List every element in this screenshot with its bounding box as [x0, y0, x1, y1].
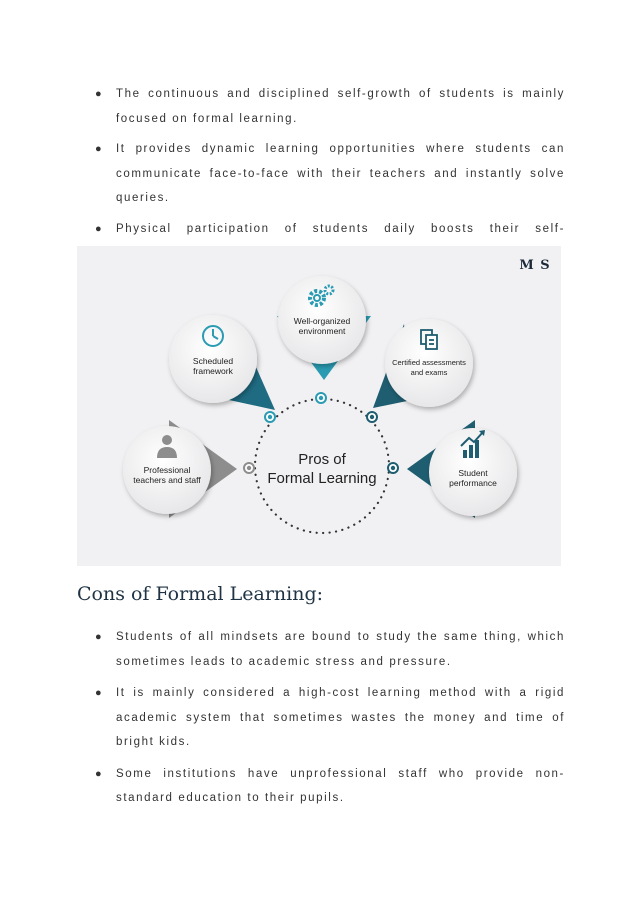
list-item [95, 681, 565, 755]
bullet-dot: ● [95, 687, 102, 699]
professional-label-line1: Professional [143, 465, 191, 475]
infographic-graphics [77, 246, 561, 566]
brand-logo [517, 258, 553, 273]
bullet-dot: ● [95, 222, 102, 235]
cons-heading: Cons of Formal Learning: [77, 583, 324, 605]
environment-label-line2: environment [298, 326, 346, 336]
bullet-text: Physical participation of students daily boosts their self- [116, 222, 565, 235]
list-item [95, 137, 565, 211]
certified-label-line2: and exams [410, 368, 448, 377]
professional-label-line2: teachers and staff [133, 475, 201, 485]
center-title [260, 450, 384, 488]
bullet-text: It provides dynamic learning opportunities where students can communicate face-to-face with their teachers and instantly solve queries. [116, 143, 565, 204]
center-title-line2: Formal Learning [267, 470, 377, 487]
scheduled-label-line2: framework [193, 366, 233, 376]
bullet-text: Some institutions have unprofessional staff who provide non-standard education to their pupils. [116, 767, 565, 804]
scheduled-label [165, 356, 261, 376]
performance-label-line2: performance [449, 478, 497, 488]
center-title-line1: Pros of [298, 451, 346, 468]
bullet-text: It is mainly considered a high-cost learning method with a rigid academic system that sometimes wastes the money and time of bright kids. [116, 687, 565, 748]
bullet-text: The continuous and disciplined self-growth of students is mainly focused on formal learning. [116, 88, 565, 125]
professional-label [119, 465, 215, 485]
list-item [95, 82, 565, 131]
pros-infographic [77, 246, 561, 566]
cons-bullet-list [95, 625, 565, 818]
bullet-dot: ● [95, 631, 102, 643]
certified-label-line1: Certified assessments [392, 358, 466, 367]
certified-label [381, 358, 477, 378]
bullet-dot: ● [95, 143, 102, 155]
pros-bullet-list [95, 82, 565, 272]
list-item [95, 762, 565, 811]
environment-label [272, 316, 372, 336]
performance-label-line1: Student [458, 468, 488, 478]
list-item [95, 625, 565, 674]
bullet-text: Students of all mindsets are bound to study the same thing, which sometimes leads to academic stress and pressure. [116, 631, 565, 668]
bullet-dot: ● [95, 767, 102, 780]
brand-logo-text: M S [519, 258, 551, 273]
bullet-dot: ● [95, 88, 102, 100]
environment-label-line1: Well-organized [293, 316, 351, 326]
performance-label [425, 468, 521, 488]
scheduled-label-line1: Scheduled [192, 356, 234, 366]
